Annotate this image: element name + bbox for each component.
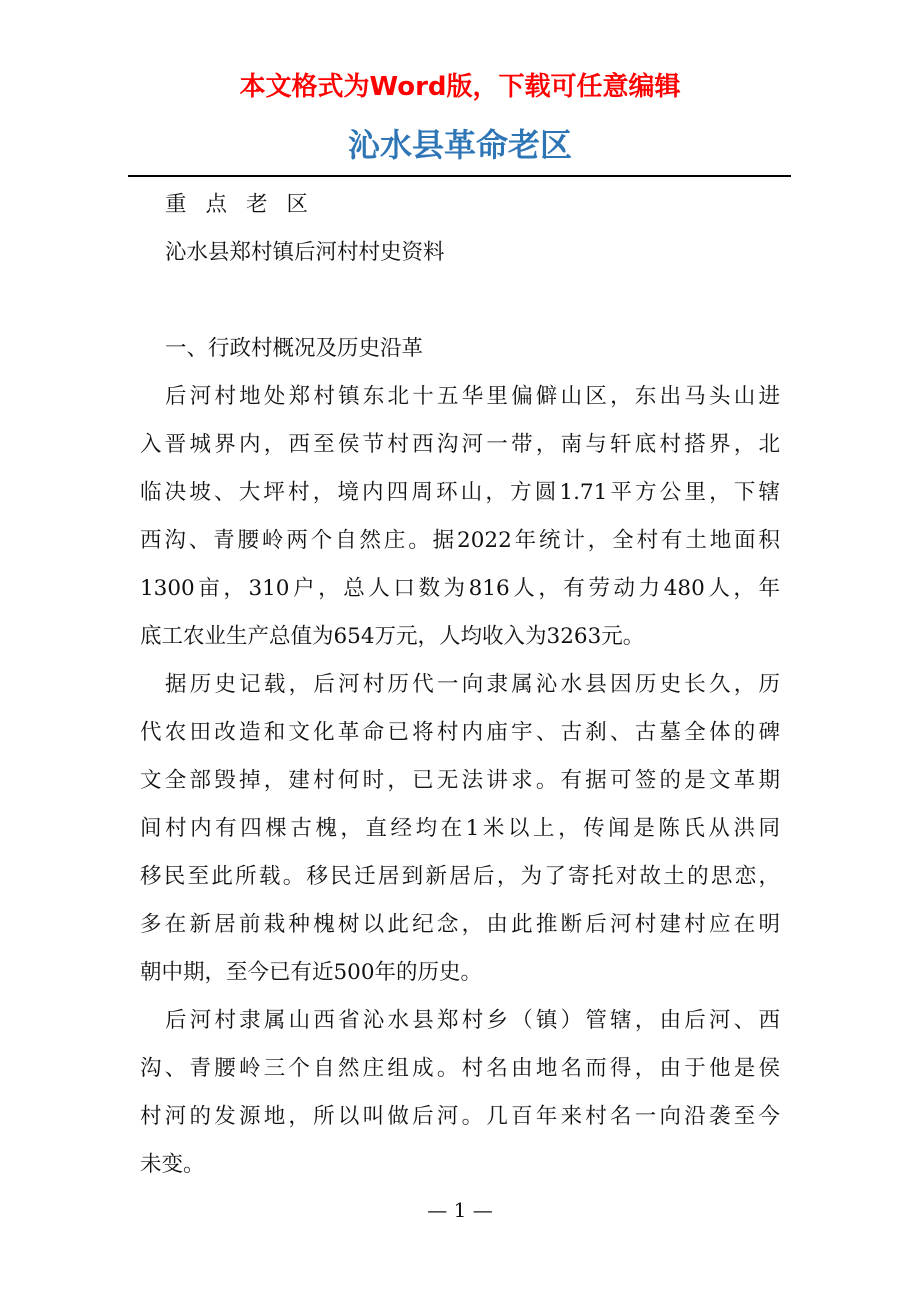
- paragraph-line: 后河村隶属山西省沁水县郑村乡（镇）管辖，由后河、西: [165, 1008, 780, 1033]
- paragraph-line: 后河村地处郑村镇东北十五华里偏僻山区，东出马头山进: [165, 384, 780, 409]
- paragraph-line: 间村内有四棵古槐，直经均在1米以上，传闻是陈氏从洪同: [140, 816, 780, 841]
- subheading: 重点老区: [165, 192, 328, 217]
- paragraph-line: 临决坡、大坪村，境内四周环山，方圆1.71平方公里，下辖: [140, 480, 780, 505]
- page-number: — 1 —: [427, 1198, 493, 1222]
- paragraph-line: 沟、青腰岭三个自然庄组成。村名由地名而得，由于他是侯: [140, 1056, 780, 1081]
- page-title: 沁水县革命老区: [347, 126, 572, 164]
- paragraph-line: 底工农业生产总值为654万元，人均收入为3263元。: [140, 624, 645, 649]
- paragraph-line: 入晋城界内，西至侯节村西沟河一带，南与轩底村搭界，北: [140, 432, 780, 457]
- paragraph-line: 1300亩，310户，总人口数为816人，有劳动力480人，年: [140, 576, 780, 601]
- format-notice-banner: 本文格式为Word版，下载可任意编辑: [239, 72, 681, 102]
- section-heading: 一、行政村概况及历史沿革: [165, 336, 424, 361]
- paragraph-line: 村河的发源地，所以叫做后河。几百年来村名一向沿袭至今: [140, 1104, 780, 1129]
- paragraph-line: 代农田改造和文化革命已将村内庙宇、古刹、古墓全体的碑: [140, 720, 780, 745]
- paragraph-line: 西沟、青腰岭两个自然庄。据2022年统计，全村有土地面积: [140, 528, 780, 553]
- paragraph-line: 多在新居前栽种槐树以此纪念，由此推断后河村建村应在明: [140, 912, 780, 937]
- paragraph-line: 朝中期，至今已有近500年的历史。: [140, 960, 483, 985]
- paragraph-line: 据历史记载，后河村历代一向隶属沁水县因历史长久，历: [165, 672, 780, 697]
- title-divider: [128, 175, 791, 177]
- paragraph-line: 未变。: [140, 1152, 205, 1177]
- document-title: 沁水县郑村镇后河村村史资料: [165, 240, 445, 265]
- paragraph-line: 文全部毁掉，建村何时，已无法讲求。有据可签的是文革期: [140, 768, 780, 793]
- paragraph-line: 移民至此所载。移民迁居到新居后，为了寄托对故土的思恋，: [140, 864, 780, 889]
